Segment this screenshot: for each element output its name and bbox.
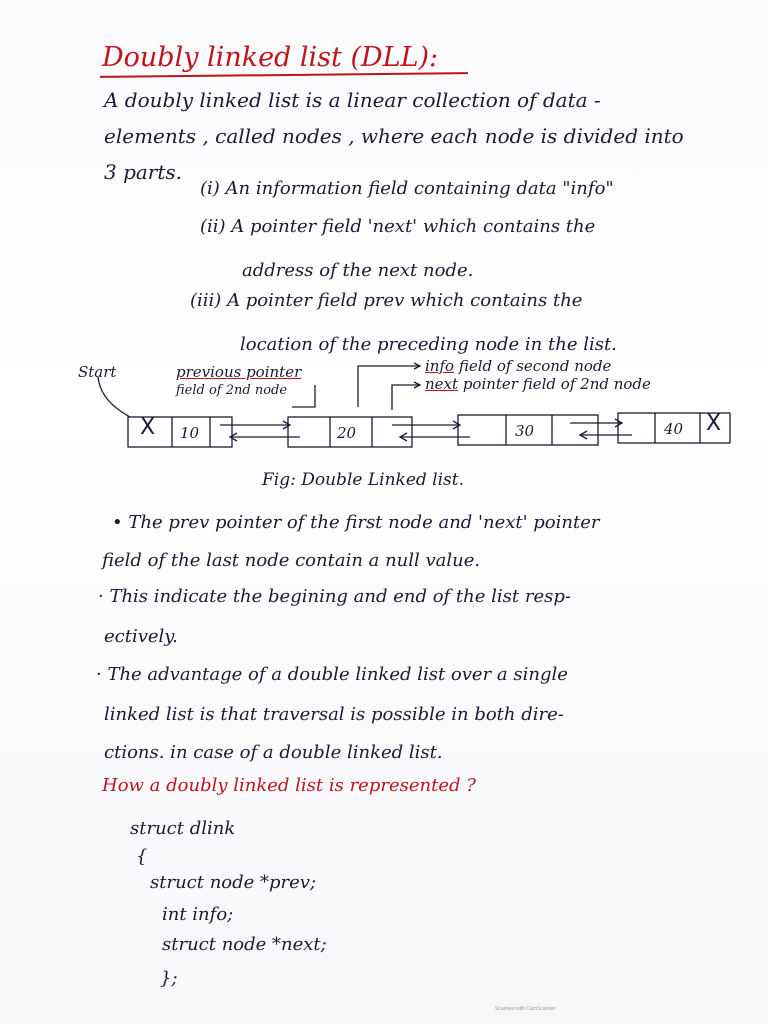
code-line-5: struct node *next; [162, 934, 327, 955]
bullet-1-line-1: • The prev pointer of the first node and 'next' pointer [112, 512, 600, 533]
part-1-marker: (i) [200, 178, 220, 199]
node-4-null-mark: X [706, 411, 722, 436]
part-3 [190, 290, 582, 311]
figure-caption: Fig: Double Linked list. [262, 470, 464, 490]
dll-diagram [0, 355, 768, 485]
node-3-value: 30 [515, 422, 535, 440]
bullet-2-text-1: This indicate the begining and end of the list resp- [109, 586, 571, 607]
code-line-4: int info; [162, 904, 234, 925]
page-title: Doubly linked list (DLL): [102, 42, 439, 73]
start-label: Start [78, 363, 117, 381]
node-1-value: 10 [180, 424, 200, 442]
intro-line-2: elements , called nodes , where each node is divided into [104, 124, 684, 148]
node-2-value: 20 [337, 424, 357, 442]
code-line-3: struct node *prev; [150, 872, 317, 893]
bullet-3-text-1: The advantage of a double linked list over a single [107, 664, 568, 685]
bullet-3-line-2: linked list is that traversal is possible in both dire- [104, 704, 564, 725]
next-label-keyword: next [425, 375, 459, 393]
info-label-connector [358, 366, 420, 407]
bullet-3-line-1: · The advantage of a double linked list over a single [96, 664, 568, 685]
part-3-text: A pointer field prev which contains the [227, 290, 583, 311]
part-2 [200, 216, 595, 237]
dll-diagram-svg [0, 355, 768, 475]
scanner-footer: Scanned with CamScanner [495, 1006, 556, 1012]
part-1-text: An information field containing data "info" [225, 178, 614, 199]
next-label-rest: pointer field of 2nd node [462, 375, 651, 393]
bullet-3-line-3: ctions. in case of a double linked list. [104, 742, 443, 763]
bullet-2-line-2: ectively. [104, 626, 178, 647]
node-4-value: 40 [664, 420, 684, 438]
start-pointer-arrow [98, 377, 130, 417]
code-line-6: }; [160, 968, 178, 989]
part-2-text: A pointer field 'next' which contains the [231, 216, 596, 237]
node-1-null-mark: X [140, 415, 156, 440]
info-label-rest: field of second node [458, 357, 612, 375]
bullet-1-text-1: The prev pointer of the first node and 'next' pointer [128, 512, 600, 533]
bullet-1-line-2: field of the last node contain a null value. [102, 550, 481, 571]
part-3-cont: location of the preceding node in the list. [240, 334, 617, 355]
section-question: How a doubly linked list is represented ? [102, 775, 476, 796]
code-line-1: struct dlink [130, 818, 236, 839]
prev-label-line-1: previous pointer [176, 363, 302, 381]
part-2-cont: address of the next node. [242, 260, 474, 281]
next-label-connector [392, 385, 420, 410]
part-1 [200, 178, 614, 199]
code-line-2: { [136, 846, 148, 867]
part-3-marker: (iii) [190, 290, 222, 311]
intro-line-1: A doubly linked list is a linear collection of data - [104, 88, 601, 112]
part-2-marker: (ii) [200, 216, 226, 237]
info-label-keyword: info [425, 357, 455, 375]
prev-label-connector [292, 385, 315, 407]
prev-label-line-2: field of 2nd node [176, 383, 288, 398]
bullet-2-line-1: · This indicate the begining and end of the list resp- [98, 586, 571, 607]
intro-line-3: 3 parts. [104, 160, 183, 184]
